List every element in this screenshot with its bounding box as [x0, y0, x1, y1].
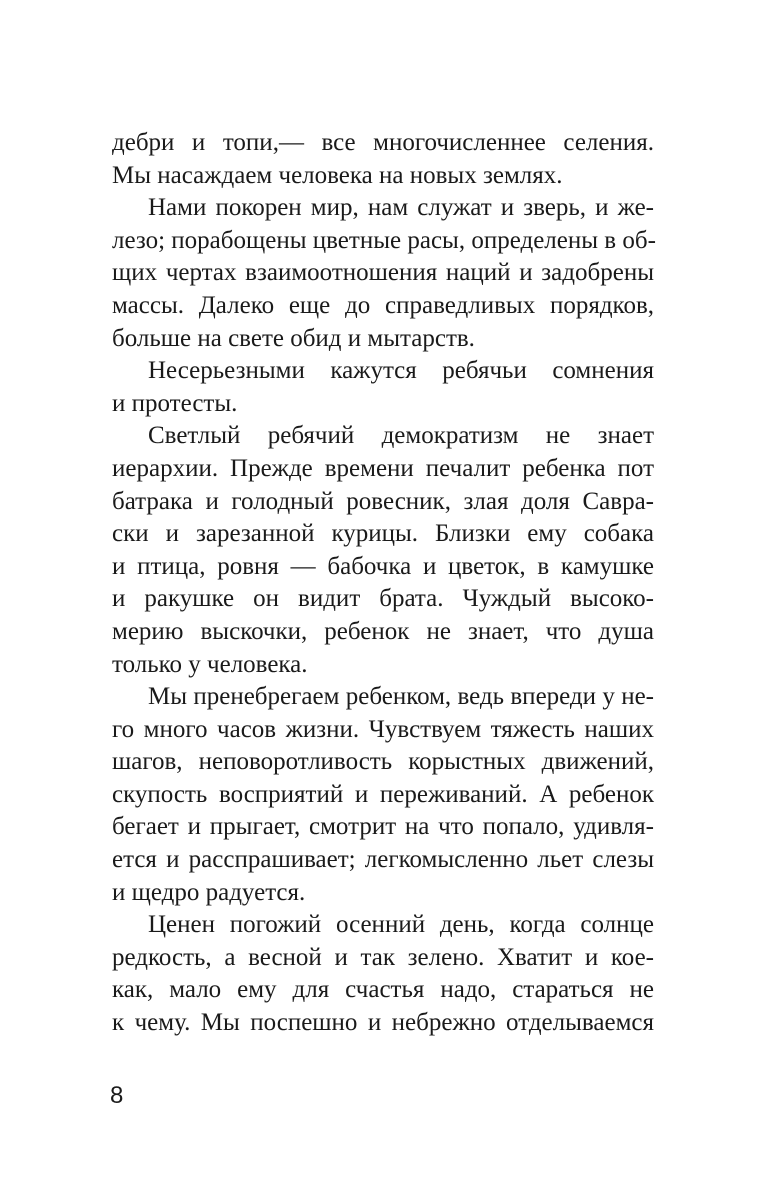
page-number: 8 — [110, 1082, 124, 1109]
text-line: и птица, ровня — бабочка и цветок, в камушке — [112, 552, 654, 580]
text-line: и ракушке он видит брата. Чуждый высоко- — [112, 585, 654, 613]
text-line: больше на свете обид и мытарств. — [112, 324, 475, 352]
text-line: Мы пренебрегаем ребенком, ведь впереди у не- — [148, 683, 654, 711]
text-line: редкость, а весной и так зелено. Хватит и кое- — [112, 943, 654, 971]
body-text — [112, 127, 654, 1040]
text-line: шагов, неповоротливость корыстных движений, — [112, 748, 654, 776]
text-line: Светлый ребячий демократизм не знает — [148, 422, 654, 450]
text-line: к чему. Мы поспешно и небрежно отделываемся — [112, 1009, 654, 1037]
text-line: ски и зарезанной курицы. Близки ему собака — [112, 520, 654, 548]
text-line: го много часов жизни. Чувствуем тяжесть наших — [112, 715, 654, 743]
text-line: Несерьезными кажутся ребячьи сомнения — [148, 357, 654, 385]
text-line: Мы насаждаем человека на новых землях. — [112, 161, 563, 189]
text-line: лезо; порабощены цветные расы, определены в об- — [112, 226, 656, 254]
text-line: и протесты. — [112, 389, 238, 417]
text-line: Нами покорен мир, нам служат и зверь, и же- — [148, 194, 654, 222]
text-line: Ценен погожий осенний день, когда солнце — [148, 911, 654, 939]
text-line: скупость восприятий и переживаний. А ребенок — [112, 780, 654, 808]
text-line: и щедро радуется. — [112, 878, 306, 906]
text-line: ется и расспрашивает; легкомысленно льет слезы — [112, 846, 654, 874]
text-line: как, мало ему для счастья надо, стараться не — [112, 976, 654, 1004]
text-line: дебри и топи,— все многочисленнее селения. — [112, 129, 654, 156]
text-line: мерию выскочки, ребенок не знает, что душа — [112, 617, 654, 645]
text-line: только у человека. — [112, 650, 308, 678]
text-line: иерархии. Прежде времени печалит ребенка пот — [112, 454, 654, 482]
text-line: батрака и голодный ровесник, злая доля Савра- — [112, 487, 654, 515]
text-line: массы. Далеко еще до справедливых порядков, — [112, 291, 654, 319]
text-line: щих чертах взаимоотношения наций и задобрены — [112, 259, 654, 287]
text-line: бегает и прыгает, смотрит на что попало, удивля- — [112, 813, 654, 841]
